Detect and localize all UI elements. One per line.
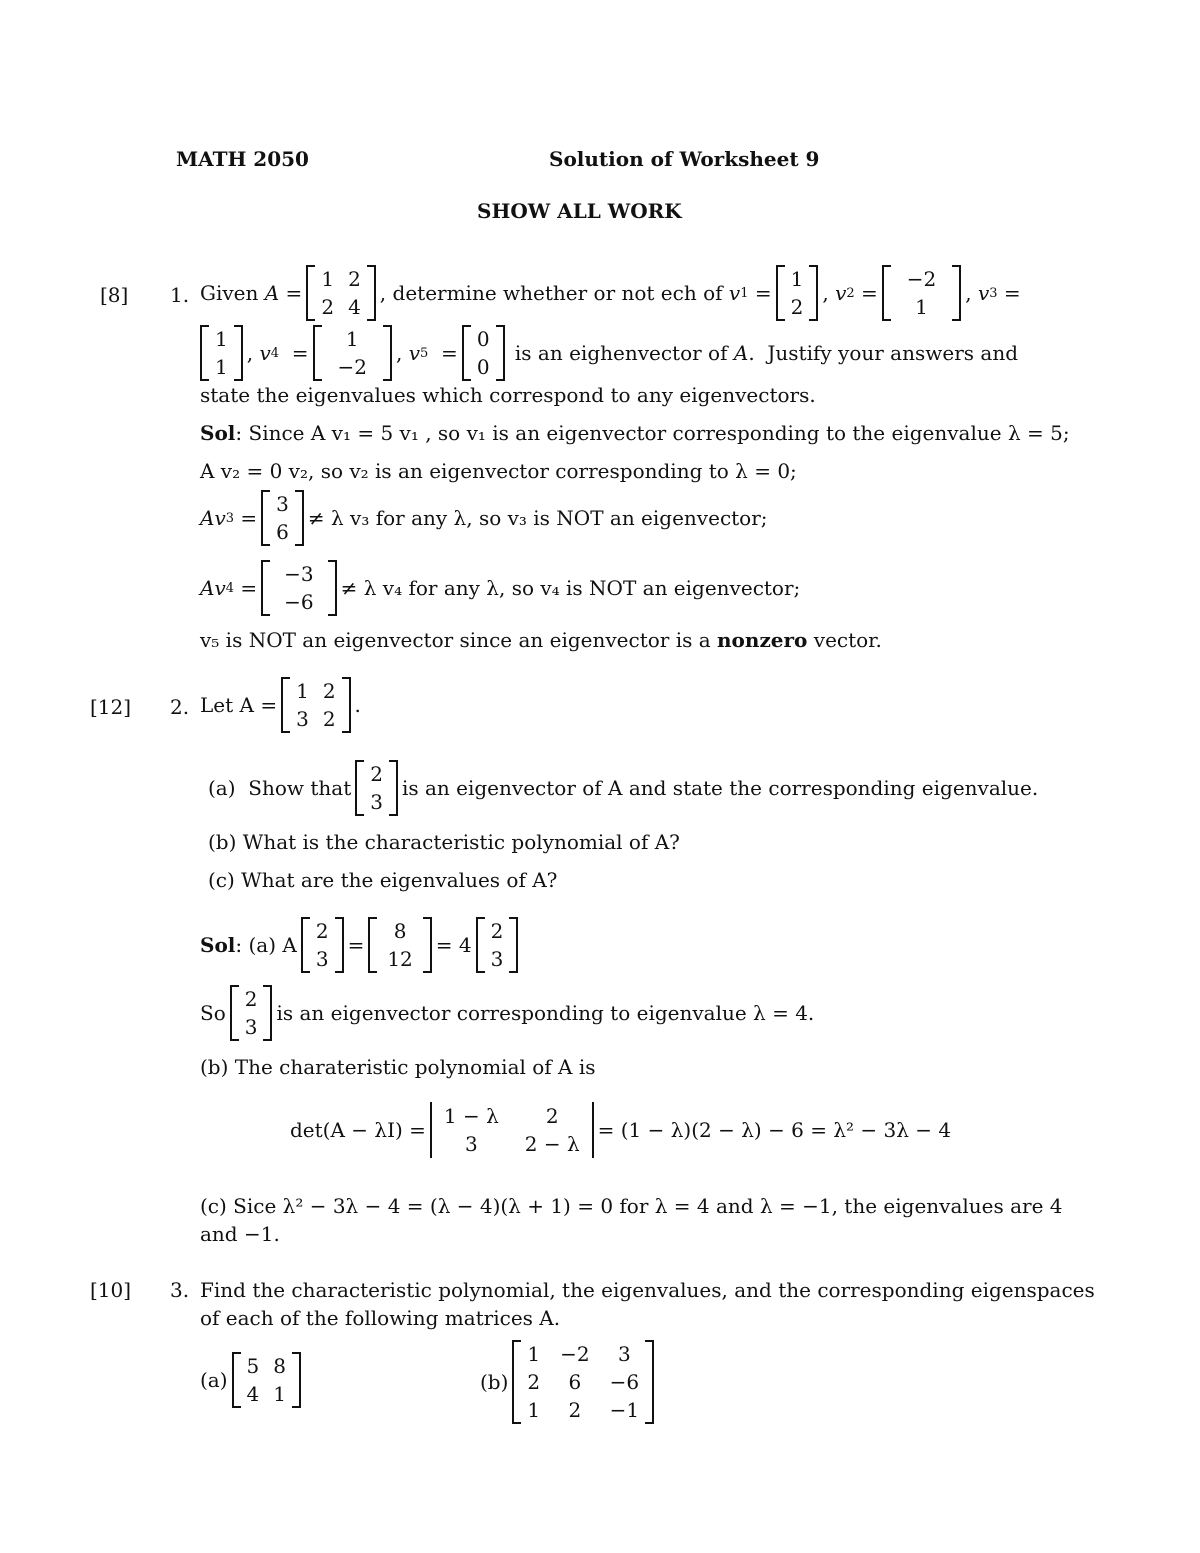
matrix-A2	[281, 677, 350, 733]
vector-Av3	[261, 490, 304, 546]
part-text: Show that	[248, 776, 352, 800]
justify-text: Justify your answers and	[767, 341, 1018, 365]
vector-v5	[462, 325, 505, 381]
problem-2-so-line	[200, 985, 814, 1041]
matrix-cell: 2	[322, 679, 336, 703]
vector-cell: 1	[790, 267, 804, 291]
matrix-cell: 2	[322, 707, 336, 731]
matrix-cell: 1	[296, 679, 309, 703]
matrix-3a	[232, 1352, 301, 1408]
worksheet-title: Solution of Worksheet 9	[549, 147, 820, 171]
vector-cell: 2	[490, 919, 504, 943]
problem-1-points: [8]	[100, 283, 129, 307]
vector-cell: 8	[393, 919, 407, 943]
vector-cell: −6	[284, 590, 314, 614]
vector-v4	[313, 325, 392, 381]
sol-text: ≠ λ v₄ for any λ, so v₄ is NOT an eigenvector;	[340, 576, 801, 600]
vector-cell: 1	[215, 327, 228, 351]
matrix-cell: 2	[321, 295, 335, 319]
let-text: Let A =	[200, 693, 278, 717]
matrix-cell: 1	[273, 1382, 286, 1406]
vector-23	[230, 985, 273, 1041]
vector-cell: 3	[315, 947, 329, 971]
matrix-cell: 1	[321, 267, 335, 291]
problem-1-sol-line4: A v 4 = −3 −6 ≠ λ v₄ for any λ, so v₄ is NOT an eigenvector;	[200, 562, 801, 614]
vector-cell: 1	[215, 355, 228, 379]
nonzero-emphasis: nonzero	[717, 628, 808, 652]
problem-2-part-a	[208, 760, 1038, 816]
determine-text: , determine whether or not ech of	[379, 281, 723, 305]
det-result: = (1 − λ)(2 − λ) − 6 = λ² − 3λ − 4	[597, 1118, 952, 1142]
problem-3-text1: Find the characteristic polynomial, the eigenvalues, and the corresponding eigenspaces	[200, 1278, 1095, 1302]
vector-cell: 1	[345, 327, 359, 351]
problem-2-number: 2.	[170, 695, 190, 719]
vector-23	[301, 917, 344, 973]
course-code: MATH 2050	[176, 147, 309, 171]
problem-2-part-b: (b) What is the characteristic polynomial of A?	[208, 830, 680, 854]
problem-3-part-b	[480, 1340, 658, 1424]
matrix-cell: 2	[527, 1370, 541, 1394]
problem-1-statement-line2: 1 1 , v 4 = 1 −2 , v 5 = 0 0 is an eighenvector of A . Justify your answers and	[200, 325, 1018, 381]
problem-1-sol-line2: A v₂ = 0 v₂, so v₂ is an eigenvector corresponding to λ = 0;	[200, 459, 797, 483]
problem-2-sol-b: (b) The charateristic polynomial of A is	[200, 1055, 596, 1079]
matrix-cell: 2	[545, 1104, 559, 1128]
vector-cell: 3	[490, 947, 504, 971]
matrix-cell: 3	[464, 1132, 478, 1156]
part-label: (a)	[200, 1368, 228, 1392]
matrix-cell: 4	[348, 295, 361, 319]
problem-1-statement-line1: Given A = 1 2 2 4 , determine whether or not ech of v 1 = 1 2 , v 2 = −2 1 , v 3 =	[200, 267, 1021, 319]
vector-cell: 12	[387, 947, 413, 971]
sol-text: v₅ is NOT an eigenvector since an eigenvector is a	[200, 628, 711, 652]
matrix-cell: 1	[527, 1342, 541, 1366]
matrix-cell: −6	[609, 1370, 640, 1394]
part-label: (a)	[208, 776, 236, 800]
problem-1-sol-line1	[200, 421, 1070, 445]
vector-cell: 2	[244, 987, 258, 1011]
problem-1-number: 1.	[170, 283, 190, 307]
sol-text: : Since A v₁ = 5 v₁ , so v₁ is an eigenvector corresponding to the eigenvalue λ = 5;	[235, 421, 1070, 445]
vector-cell: 3	[276, 492, 289, 516]
problem-2-det-line	[290, 1102, 951, 1158]
sol-text: : (a) A	[235, 933, 297, 957]
problem-1-state-line: state the eigenvalues which correspond to any eigenvectors.	[200, 383, 816, 407]
problem-3-text2: of each of the following matrices A.	[200, 1306, 561, 1330]
problem-2-sol-c2: and −1.	[200, 1222, 280, 1246]
part-label: (b)	[480, 1370, 509, 1394]
sol-text: ≠ λ v₃ for any λ, so v₃ is NOT an eigenvector;	[307, 506, 768, 530]
matrix-cell: 2	[348, 267, 361, 291]
vector-cell: −3	[284, 562, 314, 586]
vector-cell: −2	[906, 267, 937, 291]
matrix-cell: 1 − λ	[443, 1104, 499, 1128]
matrix-cell: −1	[609, 1398, 640, 1422]
vector-cell: 0	[476, 327, 490, 351]
part-text: is an eigenvector of A and state the corresponding eigenvalue.	[401, 776, 1039, 800]
problem-2-sol-a: Sol : (a) A 2 3 = 8 12 = 4 2 3	[200, 917, 522, 973]
problem-2-sol-c1: (c) Sice λ² − 3λ − 4 = (λ − 4)(λ + 1) = 0 for λ = 4 and λ = −1, the eigenvalues are 4	[200, 1194, 1063, 1218]
matrix-cell: 2	[568, 1398, 582, 1422]
so-text: So	[200, 1001, 226, 1025]
vector-Avec	[368, 917, 431, 973]
given-text: Given	[200, 281, 259, 305]
matrix-cell: 3	[296, 707, 309, 731]
vector-v2	[882, 265, 961, 321]
vector-23	[355, 760, 398, 816]
matrix-cell: 5	[246, 1354, 260, 1378]
problem-1-sol-line5	[200, 628, 882, 652]
sol-text: vector.	[813, 628, 882, 652]
problem-2-statement: Let A = 1 2 3 2 .	[200, 679, 361, 731]
vector-cell: 3	[244, 1015, 258, 1039]
instruction-heading: SHOW ALL WORK	[477, 199, 682, 223]
vector-cell: 2	[370, 762, 383, 786]
matrix-cell: 1	[527, 1398, 541, 1422]
matrix-cell: 8	[273, 1354, 286, 1378]
determinant	[430, 1102, 594, 1158]
problem-2-part-c: (c) What are the eigenvalues of A?	[208, 868, 558, 892]
vector-cell: 2	[315, 919, 329, 943]
problem-3-part-a	[200, 1352, 305, 1408]
matrix-A1	[306, 265, 375, 321]
matrix-3b	[512, 1340, 654, 1424]
vector-Av4	[261, 560, 336, 616]
problem-2-points: [12]	[90, 695, 132, 719]
matrix-cell: 3	[618, 1342, 631, 1366]
matrix-cell: 2 − λ	[524, 1132, 580, 1156]
vector-cell: 3	[370, 790, 383, 814]
vector-cell: 6	[276, 520, 289, 544]
vector-v3	[200, 325, 243, 381]
sol-text: is an eigenvector corresponding to eigenvalue λ = 4.	[276, 1001, 815, 1025]
matrix-cell: 4	[246, 1382, 260, 1406]
matrix-cell: −2	[560, 1342, 590, 1366]
sol-label: Sol	[200, 933, 236, 957]
problem-3-points: [10]	[90, 1278, 132, 1302]
vector-cell: 0	[476, 355, 490, 379]
problem-1-sol-line3: A v 3 = 3 6 ≠ λ v₃ for any λ, so v₃ is NOT an eigenvector;	[200, 492, 768, 544]
vector-23	[476, 917, 519, 973]
sol-label: Sol	[200, 421, 236, 445]
vector-cell: 2	[790, 295, 804, 319]
is-eigen-text: is an eighenvector of	[514, 341, 728, 365]
vector-cell: 1	[915, 295, 928, 319]
scalar-text: = 4	[435, 933, 472, 957]
matrix-cell: 6	[568, 1370, 582, 1394]
problem-3-number: 3.	[170, 1278, 190, 1302]
vector-cell: −2	[337, 355, 368, 379]
det-text: det(A − λI) =	[290, 1118, 426, 1142]
vector-v1	[776, 265, 819, 321]
